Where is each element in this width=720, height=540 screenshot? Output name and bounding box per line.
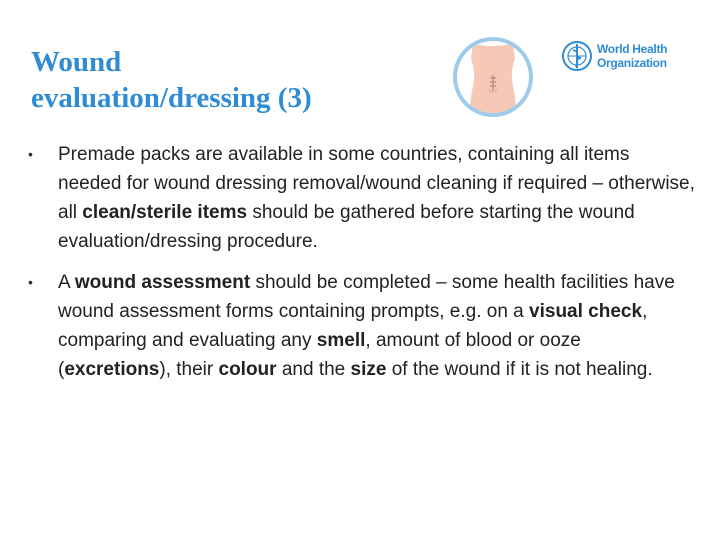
bullet-bold-segment: wound assessment	[74, 272, 251, 293]
slide-title-line-1: Wound	[31, 46, 122, 78]
bullet-segment: A	[58, 272, 75, 293]
who-logo	[561, 40, 671, 74]
bullet-item	[28, 140, 698, 256]
bullet-bold-segment: size	[350, 359, 387, 380]
bullet-bold-segment: clean/sterile items	[82, 202, 248, 223]
bullet-dot-icon: •	[28, 146, 33, 162]
who-logo-line-2: Organization	[597, 56, 667, 70]
bullet-segment: should be gathered before starting the wound evaluation/dressing procedure.	[58, 202, 635, 252]
bullet-text	[58, 272, 675, 380]
slide-title	[31, 44, 431, 116]
bullet-segment: , amount of blood or ooze (	[58, 330, 581, 380]
bullet-item	[28, 268, 698, 384]
bullet-dot-icon: •	[28, 274, 33, 290]
bullet-segment: ), their	[159, 359, 219, 380]
slide-title-line-2: evaluation/dressing (3)	[31, 82, 312, 114]
bullet-segment: of the wound if it is not healing.	[386, 359, 653, 380]
who-emblem-icon	[561, 40, 593, 72]
bullet-bold-segment: visual check	[529, 301, 643, 322]
bullet-segment: , comparing and evaluating any	[58, 301, 648, 351]
bullet-segment: should be completed – some health facilities have wound assessment forms containing prompts, e.g. on a	[58, 272, 675, 322]
bullet-segment: and the	[276, 359, 351, 380]
bullet-bold-segment: excretions	[64, 359, 160, 380]
bullet-segment: Premade packs are available in some countries, containing all items needed for wound dressing removal/wound cleaning if required – otherwise, all	[58, 144, 695, 223]
who-logo-text	[597, 42, 667, 70]
bullet-bold-segment: colour	[218, 359, 277, 380]
bullet-text	[58, 144, 695, 252]
bullet-bold-segment: smell	[316, 330, 366, 351]
bullet-list	[28, 140, 698, 396]
torso-stitches-icon	[451, 35, 535, 119]
who-logo-line-1: World Health	[597, 42, 668, 56]
